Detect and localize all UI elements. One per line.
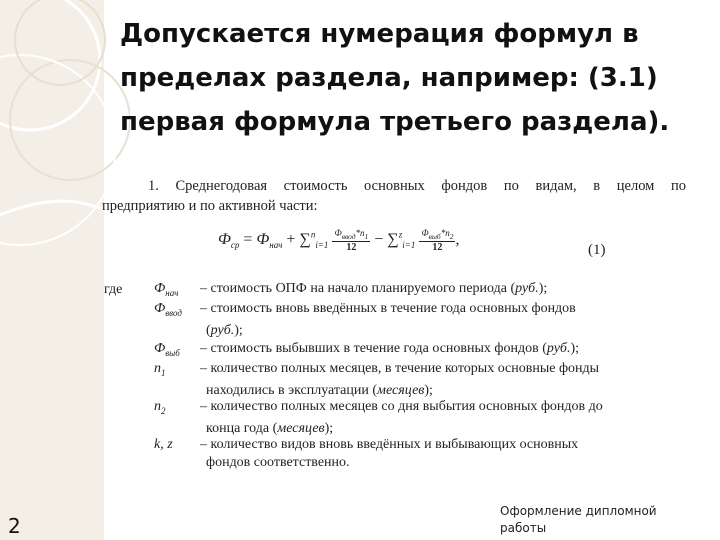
formula-number: (1) (588, 242, 606, 258)
footer-line-1: Оформление дипломной (500, 504, 657, 518)
sum-symbol-2: ∑$^z_{i=1}$ (387, 229, 416, 251)
where-label: где (104, 282, 123, 297)
definition-item: $Ф_{ввод}$ – стоимость вновь введённых в течение года основных фондов (руб.); (154, 301, 576, 338)
slide-heading (120, 12, 710, 144)
definition-item: $n_2$ – количество полных месяцев со дня выбытия основных фондов до конца года (месяцев); (154, 399, 603, 436)
paragraph-line-2: предприятию и по активной части: (102, 198, 318, 214)
heading-line-2: пределах раздела, например: (3.1) (120, 63, 658, 93)
slide-footer (500, 503, 700, 537)
footer-line-2: работы (500, 521, 547, 535)
paragraph-line-1: 1. Среднегодовая стоимость основных фондов по видам, в целом по (148, 178, 686, 194)
definition-item: $Ф_{нач}$ – стоимость ОПФ на начало планируемого периода (руб.); (154, 281, 548, 298)
sum-symbol-1: ∑$^n_{i=1}$ (299, 229, 329, 251)
formula-term1: $Ф_{нач}$ (256, 231, 283, 251)
definition-item: k, z – количество видов вновь введённых и выбывающих основных фондов соответственно. (154, 437, 579, 470)
formula-lhs: $Ф_{ср}$ (218, 231, 240, 251)
intro-paragraph (102, 176, 686, 216)
heading-line-1: Допускается нумерация формул в (120, 19, 639, 49)
document-excerpt (100, 172, 690, 487)
definition-item: $Ф_{выб}$ – стоимость выбывших в течение года основных фондов (руб.); (154, 341, 580, 358)
fraction-1: $\frac{Ф_{ввод}*n_1}{12}$ (334, 228, 369, 253)
fraction-2: $\frac{Ф_{выб}*n_2}{12}$ (421, 228, 454, 253)
formula: $Ф_{ср} = Ф_{нач} + \sum^n_{i=1}$ $\frac{Ф_{ввод}*n_1}{12}$ − ∑$^z_{i=1}$ $\frac{Ф_{выб}*n_2}{12}$ , (1) (218, 228, 606, 258)
page-number: 2 (8, 514, 21, 538)
heading-line-3: первая формула третьего раздела). (120, 107, 670, 137)
definition-item: $n_1$ – количество полных месяцев, в течение которых основные фонды находились в эксплуатации (месяцев); (154, 361, 600, 398)
